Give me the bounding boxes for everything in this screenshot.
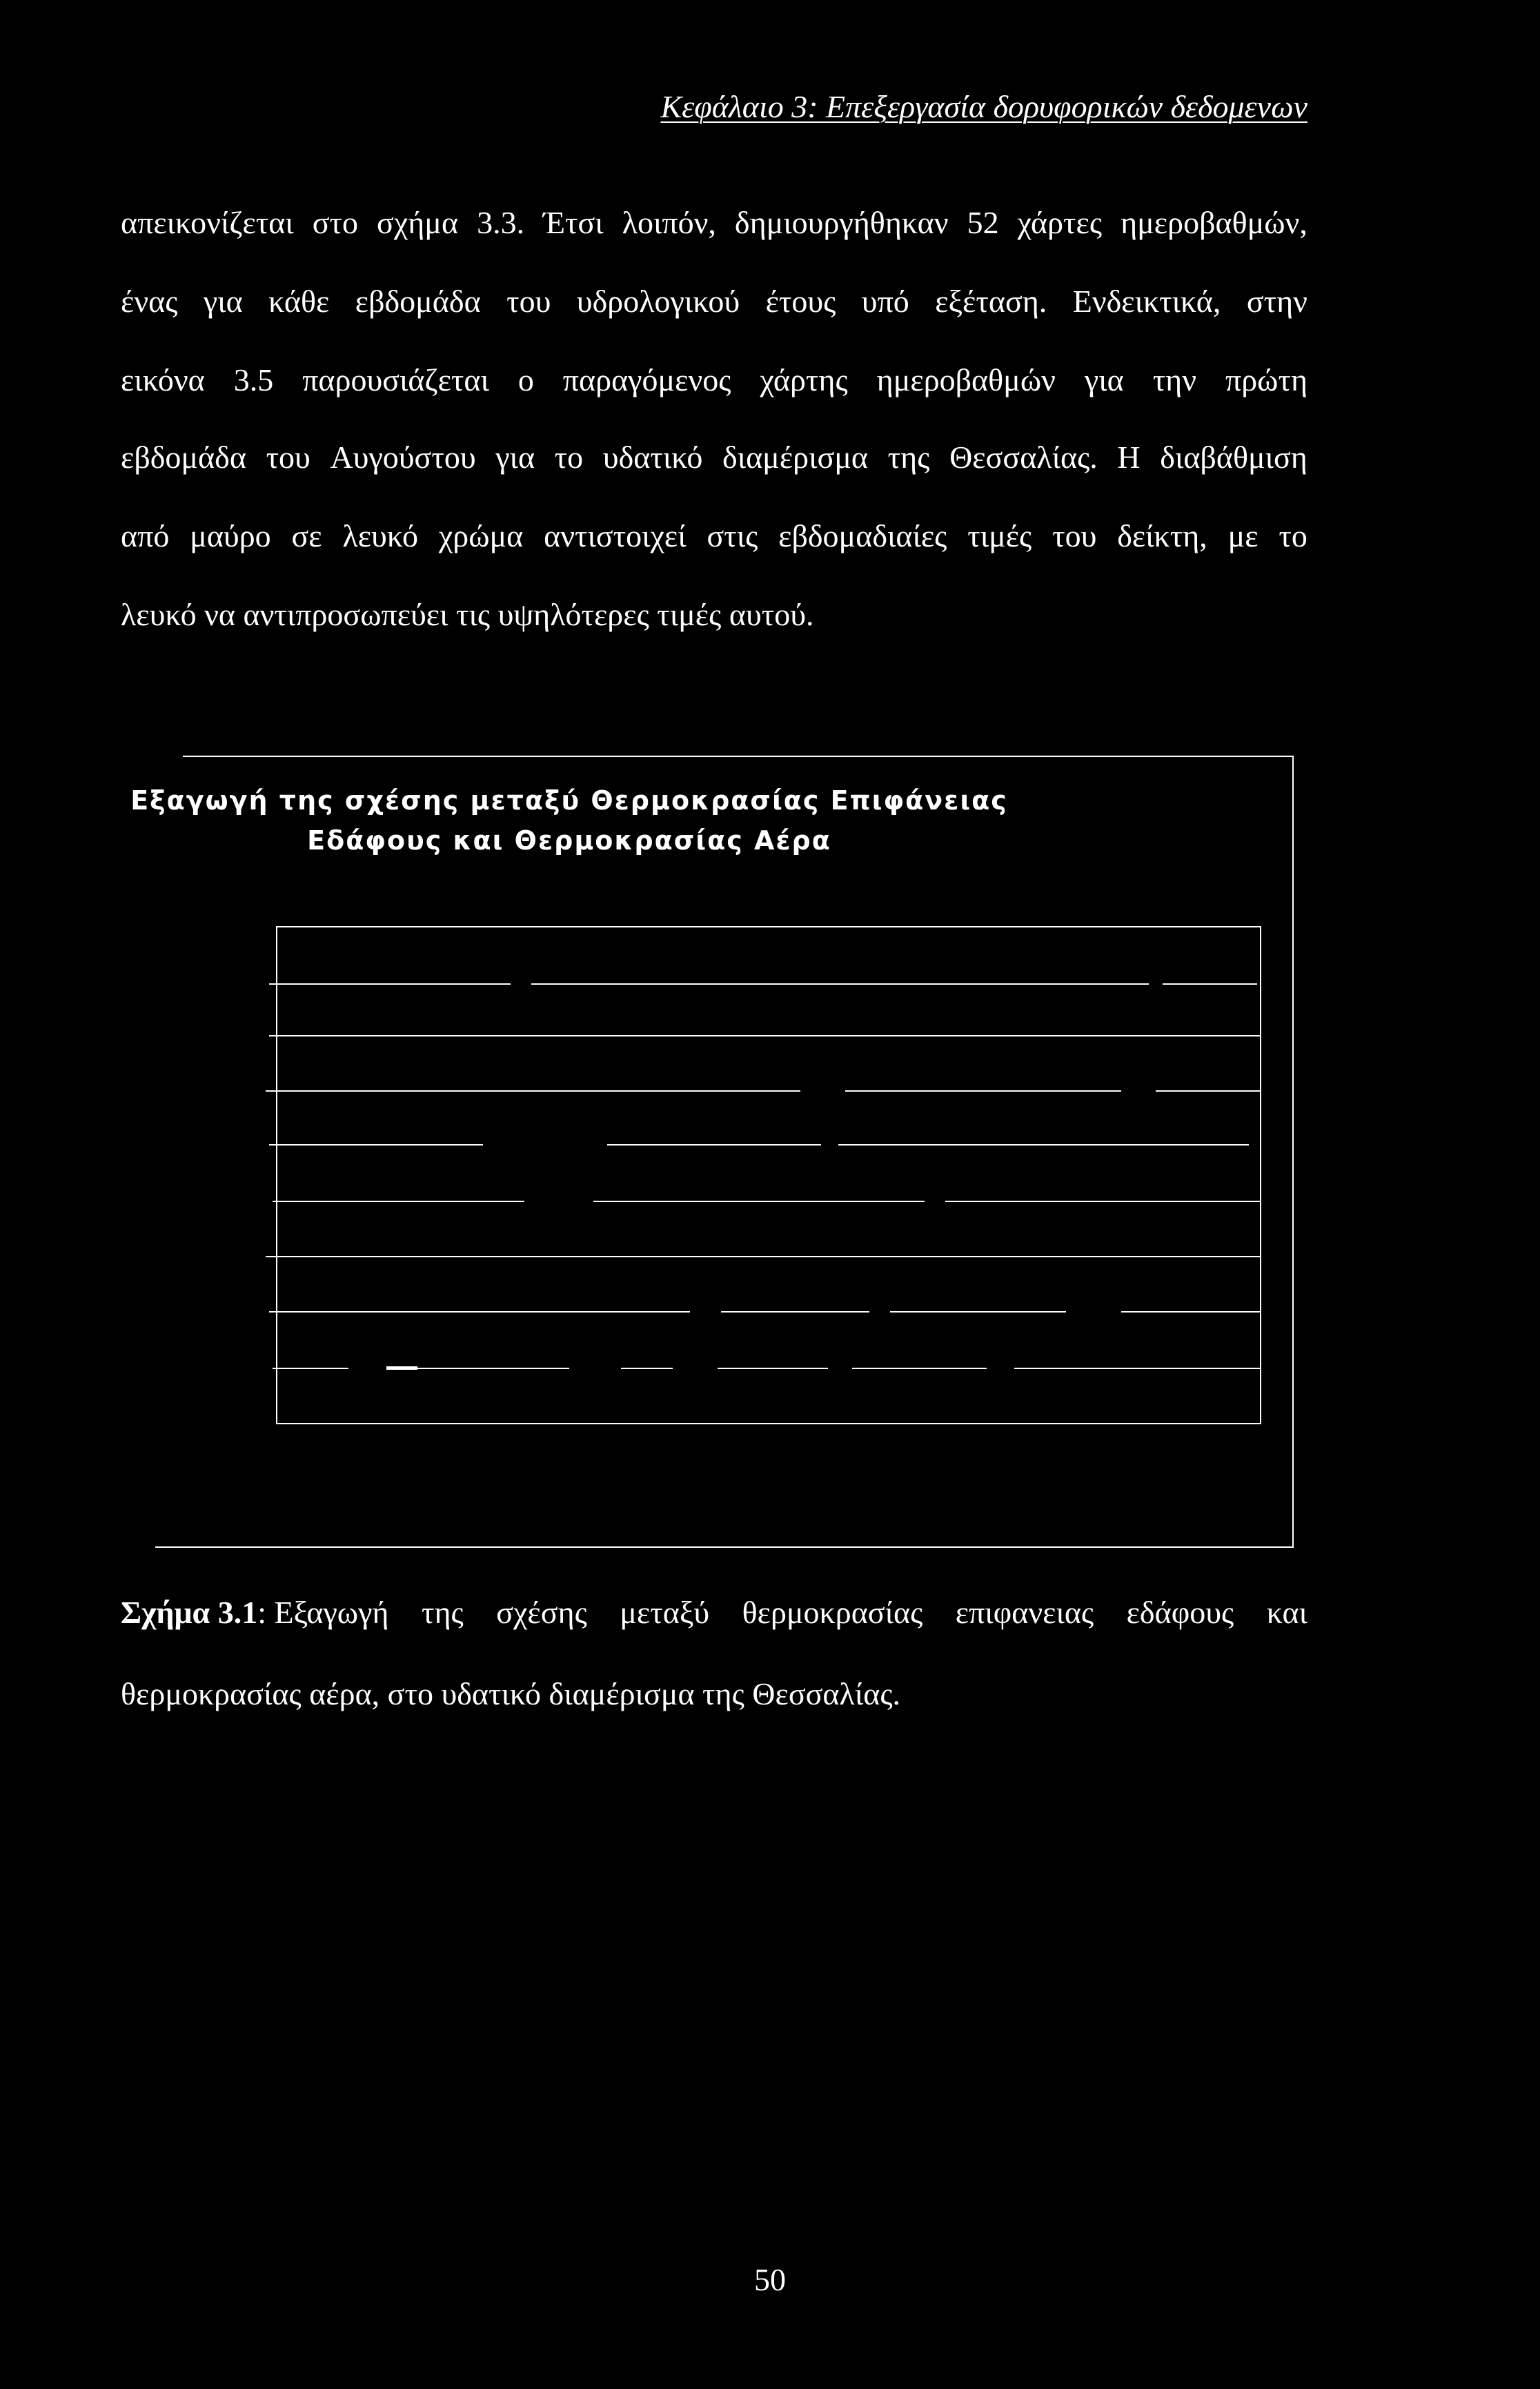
caption-word: και	[1266, 1595, 1307, 1630]
paragraph-word: εβδομάδα	[355, 284, 481, 319]
paragraph-word: λευκό να αντιπροσωπεύει τις υψηλότερες τιμές αυτού.	[121, 597, 814, 632]
paragraph-word: Θεσσαλίας.	[949, 440, 1098, 475]
gridline-segment	[269, 1144, 483, 1146]
paragraph-word: του	[506, 284, 551, 319]
paragraph-word: δημιουργήθηκαν	[734, 205, 949, 240]
gridline-segment	[269, 983, 511, 985]
caption-word: επιφανειας	[955, 1595, 1094, 1630]
gridline-segment	[890, 1311, 1066, 1313]
paragraph-word: διαβάθμιση	[1160, 440, 1307, 475]
paragraph-line	[121, 518, 1307, 554]
paragraph-line	[121, 439, 1307, 475]
paragraph-word: 3.5	[233, 362, 274, 397]
paragraph-word: το	[554, 440, 584, 475]
paragraph-word: με	[1227, 518, 1258, 553]
paragraph-word: για	[203, 284, 243, 319]
gridline-segment	[1163, 983, 1257, 985]
paragraph-word: εβδομάδα	[121, 440, 246, 475]
gridline-segment	[593, 1201, 925, 1202]
gridline-segment	[607, 1144, 821, 1146]
caption-first-chunk	[121, 1594, 388, 1631]
paragraph-word: ένας	[121, 284, 178, 319]
paragraph-word: για	[495, 440, 535, 475]
gridline-segment	[266, 1090, 800, 1092]
paragraph-word: αντιστοιχεί	[544, 518, 687, 553]
caption-word: της	[421, 1595, 464, 1630]
paragraph-word: το	[1279, 518, 1307, 553]
gridline-segment	[1156, 1090, 1260, 1092]
gridline-segment	[1121, 1311, 1260, 1313]
frame-bottom-line	[155, 1546, 1294, 1548]
paragraph-word: ο	[517, 362, 534, 397]
paragraph-word: απεικονίζεται	[121, 205, 294, 240]
page-number: 50	[754, 2262, 786, 2297]
paragraph-word: χρώμα	[438, 518, 524, 553]
gridline-segment	[266, 1256, 1260, 1257]
paragraph-line	[121, 204, 1307, 241]
figure-title-line-2: Εδάφους και Θερμοκρασίας Αέρα	[307, 825, 831, 856]
paragraph-word: πρώτη	[1225, 362, 1307, 397]
paragraph-word: έτους	[765, 284, 836, 319]
paragraph-word: χάρτες	[1017, 205, 1103, 240]
gridline-segment	[1014, 1368, 1260, 1369]
paragraph-word: σε	[291, 518, 322, 553]
paragraph-word: στην	[1246, 284, 1307, 319]
gridline-segment	[621, 1368, 673, 1369]
figure-caption-line-1	[121, 1594, 1307, 1631]
paragraph-word: παραγόμενος	[562, 362, 731, 397]
frame-top-line	[183, 756, 1294, 757]
paragraph-word: υπό	[861, 284, 909, 319]
gridline-segment	[273, 1201, 524, 1202]
paragraph-word: του	[266, 440, 310, 475]
paragraph-word: για	[1084, 362, 1124, 397]
gridline-segment	[718, 1368, 828, 1369]
paragraph-word: Η	[1117, 440, 1141, 475]
paragraph-word: υδατικό	[602, 440, 703, 475]
paragraph-word: 52	[967, 205, 999, 240]
gridline-segment	[531, 983, 1149, 985]
gridline-segment	[852, 1368, 987, 1369]
paragraph-word: χάρτης	[760, 362, 848, 397]
paragraph-word: του	[1052, 518, 1097, 553]
figure-caption-line-2: θερμοκρασίας αέρα, στο υδατικό διαμέρισμα της Θεσσαλίας.	[121, 1676, 901, 1711]
paragraph-word: Ενδεικτικά,	[1072, 284, 1221, 319]
paragraph-word: λευκό	[342, 518, 419, 553]
paragraph-word: στις	[707, 518, 758, 553]
plot-area	[276, 926, 1261, 1424]
paragraph-word: την	[1152, 362, 1197, 397]
paragraph-word: δείκτη,	[1117, 518, 1207, 553]
paragraph-word: διαμέρισμα	[722, 440, 869, 475]
running-header: Κεφάλαιο 3: Επεξεργασία δορυφορικών δεδομενων	[660, 89, 1307, 124]
paragraph-word: εικόνα	[121, 362, 205, 397]
paragraph-word: παρουσιάζεται	[302, 362, 489, 397]
gridline-segment	[269, 1035, 1260, 1036]
paragraph-word: ημεροβαθμών	[876, 362, 1056, 397]
caption-word: σχέσης	[496, 1595, 587, 1630]
caption-label: Σχήμα 3.1	[121, 1595, 258, 1630]
caption-word: θερμοκρασίας	[742, 1595, 923, 1630]
caption-word: : Εξαγωγή	[257, 1595, 389, 1630]
paragraph-word: μαύρο	[190, 518, 271, 553]
paragraph-line	[121, 596, 813, 633]
paragraph-word: εξέταση.	[935, 284, 1047, 319]
gridline-segment	[269, 1311, 690, 1313]
paragraph-word: Αυγούστου	[330, 440, 476, 475]
paragraph-word: 3.3.	[477, 205, 525, 240]
figure-title-line-1: Εξαγωγή της σχέσης μεταξύ Θερμοκρασίας Επιφάνειας	[130, 785, 1008, 816]
paragraph-word: κάθε	[268, 284, 330, 319]
caption-word: μεταξύ	[620, 1595, 710, 1630]
paragraph-word: υδρολογικού	[576, 284, 740, 319]
paragraph-line	[121, 283, 1307, 319]
gridline-segment	[838, 1144, 1249, 1146]
paragraph-word: ημεροβαθμών,	[1121, 205, 1307, 240]
paragraph-line	[121, 362, 1307, 398]
gridline-segment	[273, 1368, 348, 1369]
paragraph-word: σχήμα	[377, 205, 459, 240]
frame-right-line	[1292, 756, 1294, 1548]
paragraph-word: Έτσι	[543, 205, 604, 240]
paragraph-word: τιμές	[967, 518, 1032, 553]
paragraph-word: της	[887, 440, 930, 475]
gridline-segment	[945, 1201, 1260, 1202]
paragraph-word: από	[121, 518, 170, 553]
gridline-segment	[721, 1311, 869, 1313]
paragraph-word: εβδομαδιαίες	[778, 518, 947, 553]
gridline-segment	[845, 1090, 1121, 1092]
gridline-segment	[386, 1366, 417, 1370]
paragraph-word: λοιπόν,	[622, 205, 716, 240]
paragraph-word: στο	[312, 205, 358, 240]
caption-word: εδάφους	[1126, 1595, 1234, 1630]
